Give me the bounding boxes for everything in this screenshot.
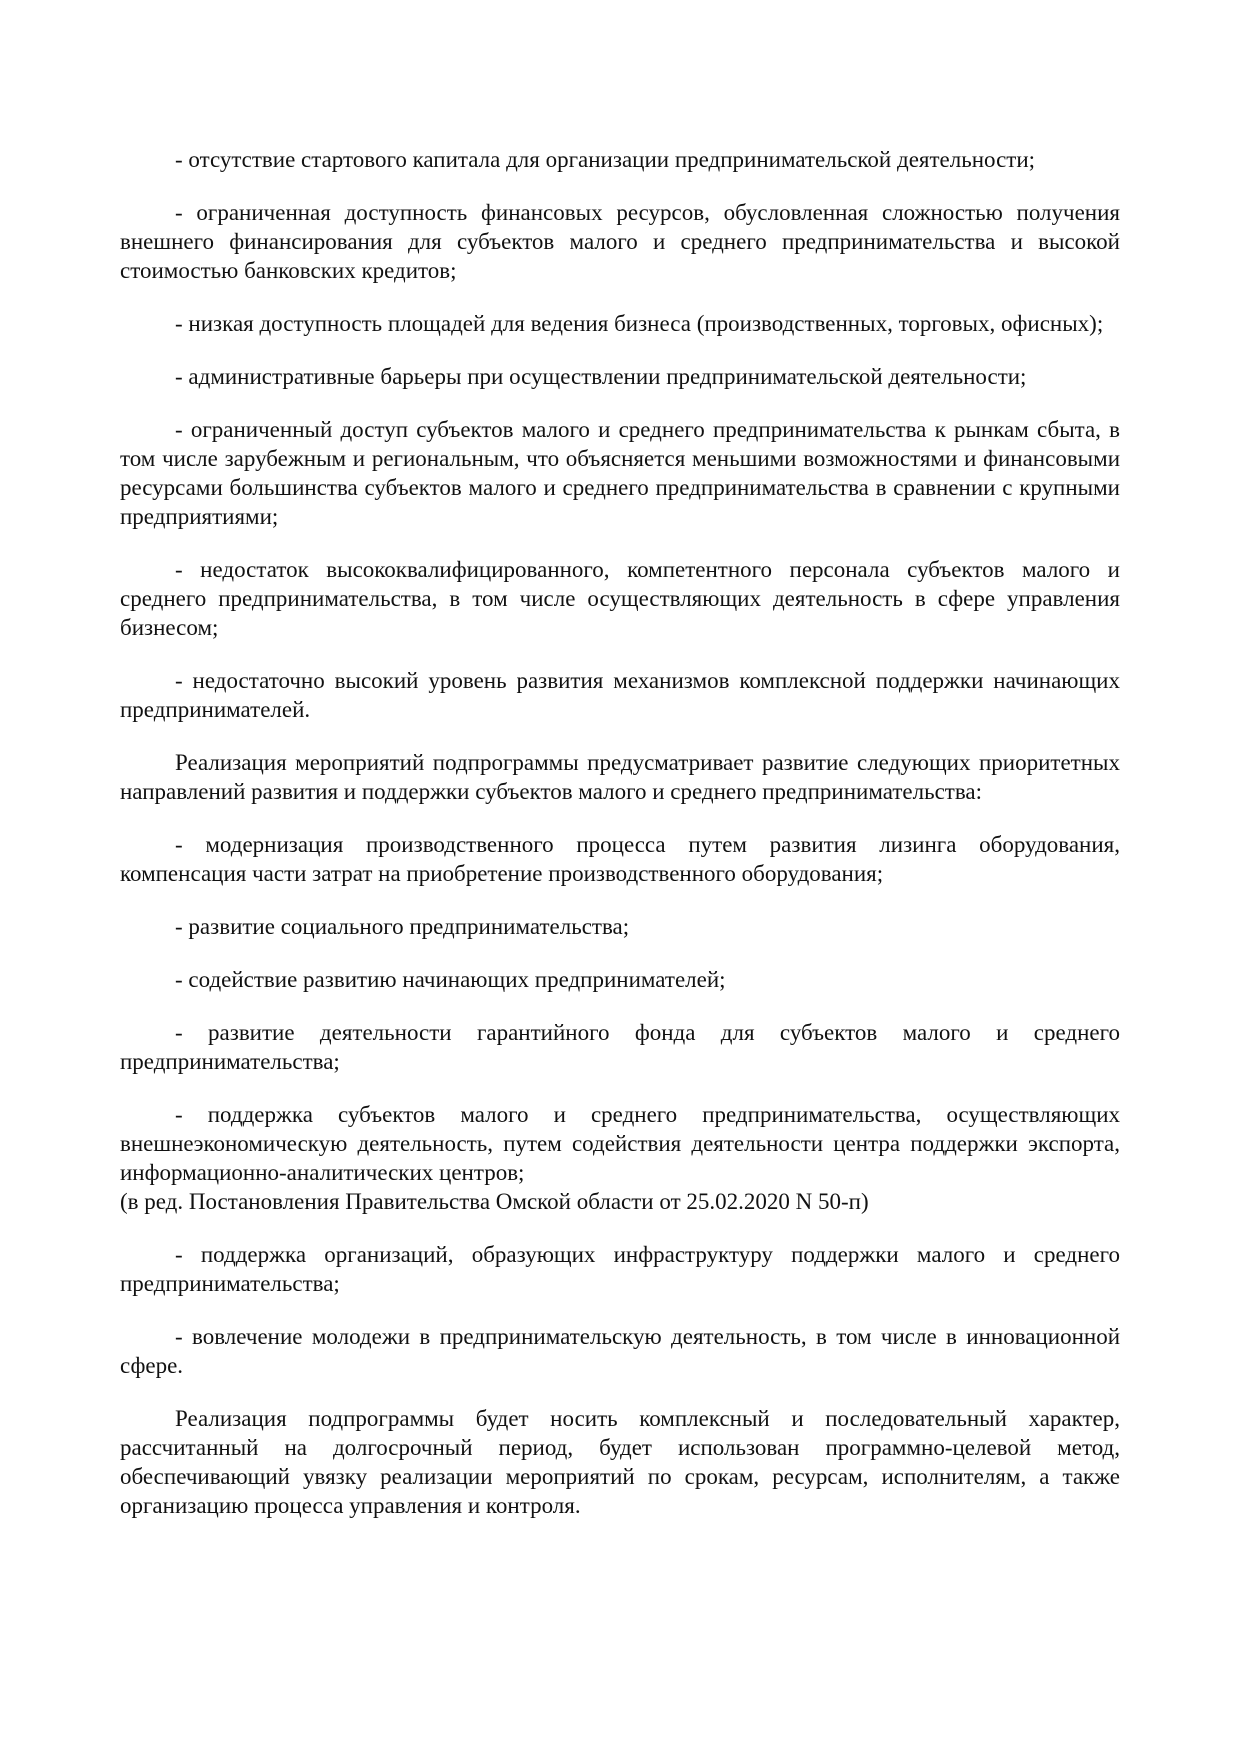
paragraph-2: - ограниченная доступность финансовых ресурсов, обусловленная сложностью получения внешнего финансирования для субъектов малого и среднего предпринимательства и высокой стоимостью банковских кредитов;: [120, 200, 1120, 283]
paragraph-13: - поддержка субъектов малого и среднего предпринимательства, осуществляющих внешнеэкономическую деятельность, путем содействия деятельности центра поддержки экспорта, информационно-аналитических центров;: [120, 1102, 1120, 1185]
paragraph-9: - модернизация производственного процесса путем развития лизинга оборудования, компенсация части затрат на приобретение производственного оборудования;: [120, 832, 1120, 886]
paragraph-10: - развитие социального предпринимательства;: [175, 914, 630, 939]
paragraph-3: - низкая доступность площадей для ведения бизнеса (производственных, торговых, офисных);: [175, 311, 1104, 336]
paragraph-1: - отсутствие стартового капитала для организации предпринимательской деятельности;: [175, 147, 1036, 172]
paragraph-11: - содействие развитию начинающих предпринимателей;: [175, 967, 726, 992]
paragraph-16: - вовлечение молодежи в предпринимательскую деятельность, в том числе в инновационной сфере.: [120, 1324, 1120, 1378]
paragraph-4: - административные барьеры при осуществлении предпринимательской деятельности;: [175, 364, 1027, 389]
paragraph-17: Реализация подпрограммы будет носить комплексный и последовательный характер, рассчитанный на долгосрочный период, будет использован программно-целевой метод, обеспечивающий увязку реализации мероприятий по срокам, ресурсам, исполнителям, а также организацию процесса управления и контроля.: [120, 1406, 1120, 1518]
document-page: [120, 145, 1120, 1544]
amendment-note: (в ред. Постановления Правительства Омской области от 25.02.2020 N 50-п): [120, 1189, 869, 1214]
paragraph-5: - ограниченный доступ субъектов малого и среднего предпринимательства к рынкам сбыта, в том числе зарубежным и региональным, что объясняется меньшими возможностями и финансовыми ресурсами большинства субъектов малого и среднего предпринимательства в сравнении с крупными предприятиями;: [120, 417, 1120, 529]
paragraph-8: Реализация мероприятий подпрограммы предусматривает развитие следующих приоритетных направлений развития и поддержки субъектов малого и среднего предпринимательства:: [120, 750, 1120, 804]
paragraph-15: - поддержка организаций, образующих инфраструктуру поддержки малого и среднего предпринимательства;: [120, 1242, 1120, 1296]
paragraph-12: - развитие деятельности гарантийного фонда для субъектов малого и среднего предпринимательства;: [120, 1020, 1120, 1074]
paragraph-6: - недостаток высококвалифицированного, компетентного персонала субъектов малого и среднего предпринимательства, в том числе осуществляющих деятельность в сфере управления бизнесом;: [120, 557, 1120, 640]
paragraph-7: - недостаточно высокий уровень развития механизмов комплексной поддержки начинающих предпринимателей.: [120, 668, 1120, 722]
